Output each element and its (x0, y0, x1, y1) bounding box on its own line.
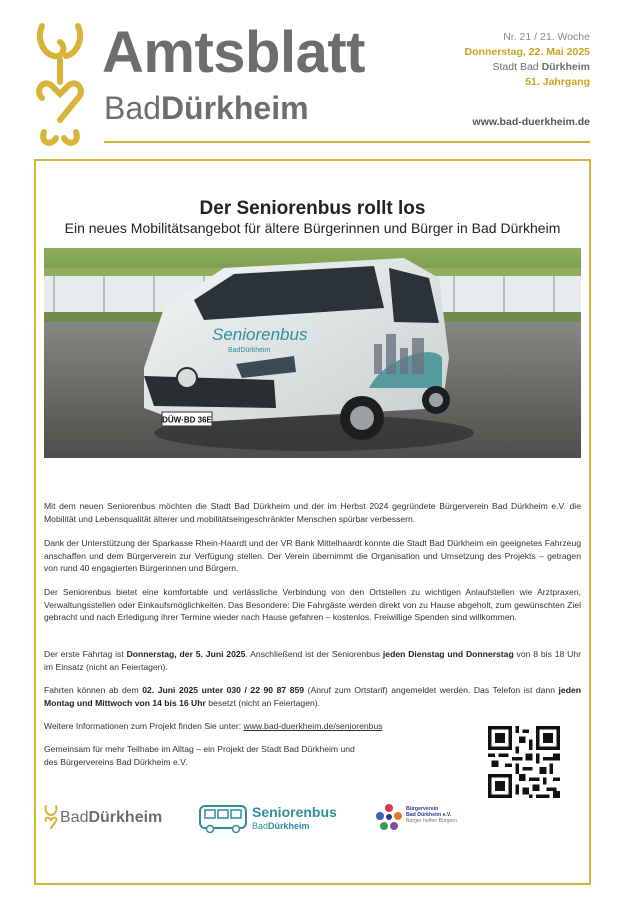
header-divider (104, 141, 590, 143)
article-paragraph-1: Mit dem neuen Seniorenbus möchten die Stadt Bad Dürkheim und der im Herbst 2024 gegründete Bürgerverein Bad Dürkheim e.V. die Mobilität und Lebensqualität älterer und mobilitätseingeschränkter Menschen spürbar verbessern. (44, 501, 581, 524)
issue-date: Donnerstag, 22. Mai 2025 (464, 46, 590, 58)
footer-buergerverein-logo: Bürgerverein Bad Dürkheim e.V. Bürger helfen Bürgern (406, 806, 458, 824)
amtsblatt-logo-icon (34, 20, 86, 148)
article-paragraph-4: Der erste Fahrtag ist Donnerstag, der 5. Juni 2025. Anschließend ist der Seniorenbus jeden Dienstag und Donnerstag von 8 bis 18 Uhr im Einsatz (nicht an Feiertagen). (44, 649, 581, 672)
issue-number: Nr. 21 / 21. Woche (503, 31, 590, 43)
qr-code-icon[interactable] (488, 726, 560, 798)
bus-sublabel: BadDürkheim (228, 347, 271, 354)
article-paragraph-7: Gemeinsam für mehr Teilhabe im Alltag – ein Projekt der Stadt Bad Dürkheim und des Bürgervereins Bad Dürkheim e.V. (44, 744, 355, 767)
footer-seniorenbus-title: Seniorenbus (252, 804, 337, 820)
article-paragraph-2: Dank der Unterstützung der Sparkasse Rhein-Haardt und der VR Bank Mittelhaardt konnte die Stadt Bad Dürkheim ein geeignetes Fahrzeug anschaffen und dem Bürgerverein zur Verfügung stellen. Der Verein übernimmt die Organisation und Umsetzung des Projekts – getragen von rund 40 engagierten Bürgerinnen und Bürgern. (44, 538, 581, 574)
article-subheadline: Ein neues Mobilitätsangebot für ältere Bürgerinnen und Bürger in Bad Dürkheim (64, 220, 561, 236)
footer-bad-duerkheim-logo: BadDürkheim (60, 809, 163, 826)
seniorenbus-photo (44, 248, 581, 458)
license-plate: DÜW·BD 36E (162, 415, 212, 425)
seniorenbus-link[interactable]: www.bad-duerkheim.de/seniorenbus (243, 721, 383, 731)
article-paragraph-3: Der Seniorenbus bietet eine komfortable und verlässliche Verbindung von den Ortsteilen zu wichtigen Anlaufstellen wie Arztpraxen, Verwaltungsstellen oder Einkaufsmöglichkeiten. Das Besondere: Die Fahrgäste werden direkt von zu Hause abgeholt, zum gewünschten Ziel gebracht und nach Erledigung ihrer Termine wieder nach Hause gefahren – kostenlos. Freiwillige Spenden sind willkommen. (44, 587, 581, 623)
masthead-subtitle: BadDürkheim (104, 90, 309, 126)
website-link[interactable]: www.bad-duerkheim.de (472, 116, 590, 128)
bad-duerkheim-logo-icon (44, 804, 58, 832)
article-paragraph-6: Weitere Informationen zum Projekt finden Sie unter: www.bad-duerkheim.de/seniorenbus (44, 721, 383, 731)
footer-seniorenbus-subtitle: BadDürkheim (252, 821, 310, 831)
buergerverein-logo-icon (374, 802, 404, 832)
issue-year: 51. Jahrgang (525, 76, 590, 88)
article-headline: Der Seniorenbus rollt los (199, 198, 426, 219)
bus-label: Seniorenbus (212, 325, 308, 344)
issue-meta (465, 30, 590, 90)
masthead-title: Amtsblatt (102, 20, 365, 85)
issue-city: Stadt Bad Dürkheim (492, 61, 590, 73)
article-paragraph-5: Fahrten können ab dem 02. Juni 2025 unter 030 / 22 90 87 859 (Anruf zum Ortstarif) angemeldet werden. Das Telefon ist dann jeden Montag und Mittwoch von 14 bis 16 Uhr besetzt (nicht an Feiertagen). (44, 685, 581, 708)
